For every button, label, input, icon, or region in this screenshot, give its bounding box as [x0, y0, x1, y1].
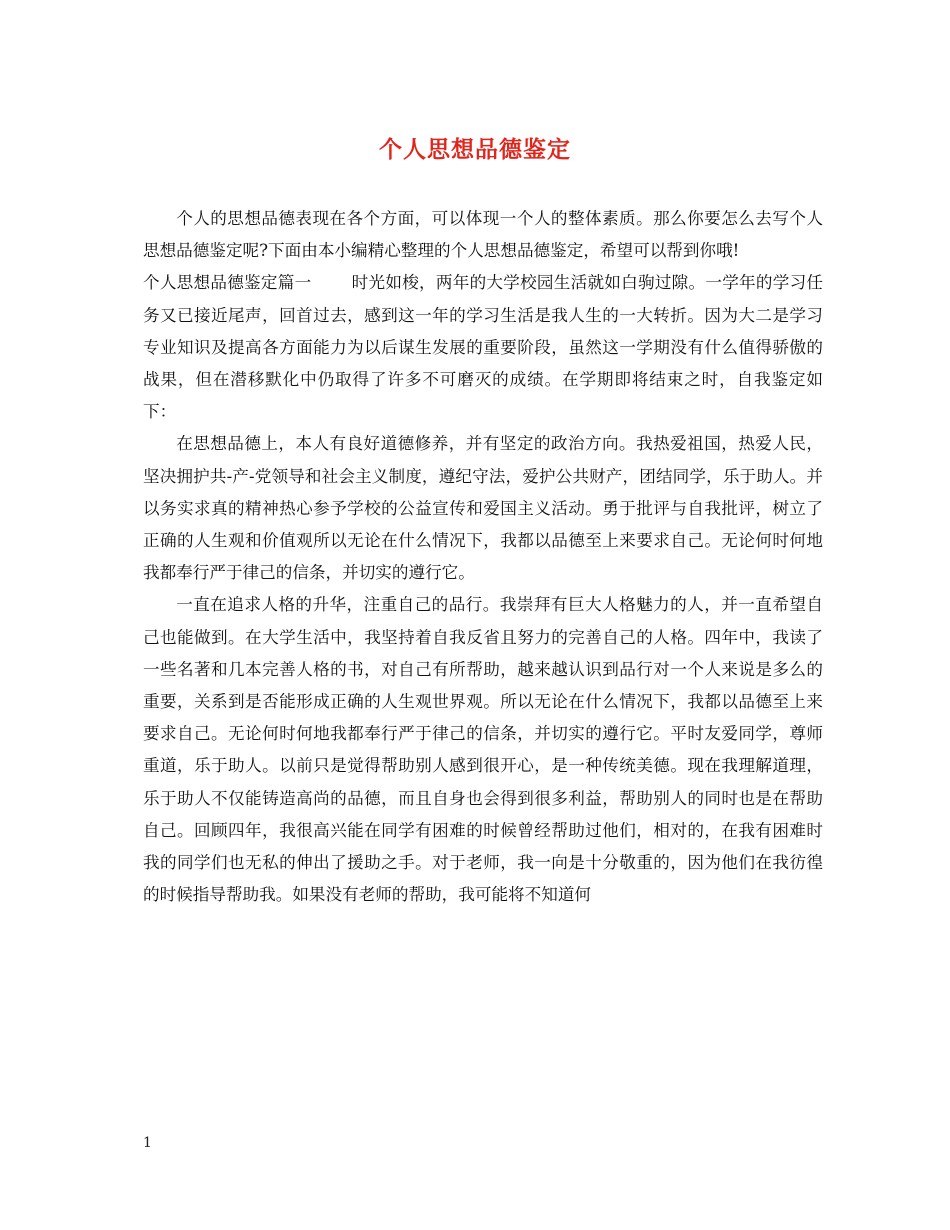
intro-paragraph: 个人的思想品德表现在各个方面，可以体现一个人的整体素质。那么你要怎么去写个人思想品德鉴定呢?下面由本小编精心整理的个人思想品德鉴定，希望可以帮到你哦!	[143, 209, 823, 261]
section-one-paragraph	[143, 267, 823, 428]
paragraph-character: 一直在追求人格的升华，注重自己的品行。我崇拜有巨大人格魅力的人，并一直希望自己也能做到。在大学生活中，我坚持着自我反省且努力的完善自己的人格。四年中，我读了一些名著和几本完善人格的书，对自己有所帮助，越来越认识到品行对一个人来说是多么的重要，关系到是否能形成正确的人生观世界观。所以无论在什么情况下，我都以品德至上来要求自己。无论何时何地我都奉行严于律己的信条，并切实的遵行它。平时友爱同学，尊师重道，乐于助人。以前只是觉得帮助别人感到很开心，是一种传统美德。现在我理解道理，乐于助人不仅能铸造高尚的品德，而且自身也会得到很多利益，帮助别人的同时也是在帮助自己。回顾四年，我很高兴能在同学有困难的时候曾经帮助过他们，相对的，在我有困难时我的同学们也无私的伸出了援助之手。对于老师，我一向是十分敬重的，因为他们在我彷徨的时候指导帮助我。如果没有老师的帮助，我可能将不知道何	[143, 595, 823, 905]
section-heading: 个人思想品德鉴定篇一	[143, 273, 312, 293]
paragraph-ideology: 在思想品德上，本人有良好道德修养，并有坚定的政治方向。我热爱祖国，热爱人民，坚决拥护共-产-党领导和社会主义制度，遵纪守法，爱护公共财产，团结同学，乐于助人。并以务实求真的精神热心参予学校的公益宣传和爱国主义活动。勇于批评与自我批评，树立了正确的人生观和价值观所以无论在什么情况下，我都以品德至上来要求自己。无论何时何地我都奉行严于律己的信条，并切实的遵行它。	[143, 434, 823, 583]
document-title: 个人思想品德鉴定	[379, 136, 571, 163]
document-body	[143, 203, 823, 911]
page-number: 1	[143, 1135, 152, 1151]
section-first-text: 时光如梭，两年的大学校园生活就如白驹过隙。一学年的学习任务又已接近尾声，回首过去，感到这一年的学习生活是我人生的一大转折。因为大二是学习专业知识及提高各方面能力为以后谋生发展的重要阶段，虽然这一学期没有什么值得骄傲的战果，但在潜移默化中仍取得了许多不可磨灭的成绩。在学期即将结束之时，自我鉴定如下：	[143, 273, 823, 422]
